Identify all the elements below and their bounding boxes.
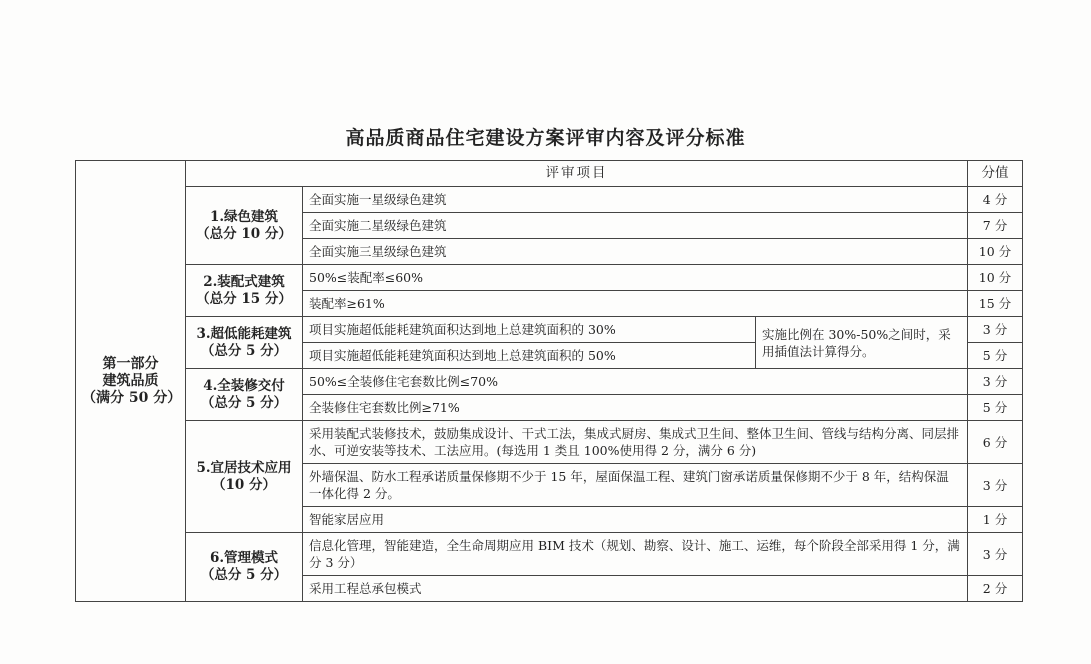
category-cell bbox=[186, 187, 303, 265]
item-score: 2 分 bbox=[968, 576, 1023, 602]
category-name: 1.绿色建筑 bbox=[209, 208, 279, 225]
item-text: 全面实施三星级绿色建筑 bbox=[303, 239, 968, 265]
item-score: 10 分 bbox=[968, 265, 1023, 291]
category-cell bbox=[186, 369, 303, 421]
part-line3: （满分 50 分） bbox=[82, 389, 182, 406]
item-text: 外墙保温、防水工程承诺质量保修期不少于 15 年，屋面保温工程、建筑门窗承诺质量保修期不少于 8 年，结构保温一体化得 2 分。 bbox=[303, 464, 968, 507]
scoring-table bbox=[75, 160, 1023, 602]
header-score: 分值 bbox=[968, 161, 1023, 187]
item-score: 3 分 bbox=[968, 533, 1023, 576]
category-total: （总分 10 分） bbox=[196, 225, 292, 242]
category-total: （总分 5 分） bbox=[200, 394, 288, 411]
table-row bbox=[76, 317, 1023, 343]
item-text: 50%≤装配率≤60% bbox=[303, 265, 968, 291]
item-score: 7 分 bbox=[968, 213, 1023, 239]
item-text: 智能家居应用 bbox=[303, 507, 968, 533]
item-score: 5 分 bbox=[968, 343, 1023, 369]
category-total: （总分 5 分） bbox=[200, 567, 288, 583]
item-score: 6 分 bbox=[968, 421, 1023, 464]
item-text: 项目实施超低能耗建筑面积达到地上总建筑面积的 50% bbox=[303, 343, 756, 369]
category-cell bbox=[186, 265, 303, 317]
item-score: 1 分 bbox=[968, 507, 1023, 533]
table-row bbox=[76, 265, 1023, 291]
item-text: 全面实施一星级绿色建筑 bbox=[303, 187, 968, 213]
item-score: 15 分 bbox=[968, 291, 1023, 317]
category-total: （总分 15 分） bbox=[196, 290, 292, 307]
item-score: 10 分 bbox=[968, 239, 1023, 265]
item-text: 项目实施超低能耗建筑面积达到地上总建筑面积的 30% bbox=[303, 317, 756, 343]
part-line1: 第一部分 bbox=[102, 355, 159, 372]
item-text: 信息化管理，智能建造，全生命周期应用 BIM 技术（规划、勘察、设计、施工、运维，每个阶段全部采用得 1 分，满分 3 分） bbox=[303, 533, 968, 576]
category-cell bbox=[186, 317, 303, 369]
part-line2: 建筑品质 bbox=[102, 372, 159, 389]
item-text: 全面实施二星级绿色建筑 bbox=[303, 213, 968, 239]
category-cell bbox=[186, 421, 303, 533]
interpolation-note: 实施比例在 30%-50%之间时，采用插值法计算得分。 bbox=[756, 317, 968, 369]
item-score: 5 分 bbox=[968, 395, 1023, 421]
category-name: 6.管理模式 bbox=[209, 550, 279, 566]
item-score: 3 分 bbox=[968, 317, 1023, 343]
category-name: 3.超低能耗建筑 bbox=[196, 325, 292, 342]
item-text: 装配率≥61% bbox=[303, 291, 968, 317]
table-row bbox=[76, 533, 1023, 576]
table-row bbox=[76, 421, 1023, 464]
category-total: （总分 5 分） bbox=[200, 342, 288, 359]
category-total: （10 分） bbox=[212, 476, 276, 493]
item-score: 4 分 bbox=[968, 187, 1023, 213]
item-score: 3 分 bbox=[968, 369, 1023, 395]
category-name: 4.全装修交付 bbox=[203, 377, 285, 394]
item-text: 采用装配式装修技术，鼓励集成设计、干式工法，集成式厨房、集成式卫生间、整体卫生间、管线与结构分离、同层排水、可逆安装等技术、工法应用。(每选用 1 类且 100%使用得 2 分，满分 6 分) bbox=[303, 421, 968, 464]
part-cell bbox=[76, 161, 186, 602]
page-title: 高品质商品住宅建设方案评审内容及评分标准 bbox=[345, 127, 746, 149]
table-row bbox=[76, 369, 1023, 395]
category-name: 2.装配式建筑 bbox=[203, 273, 285, 290]
item-text: 50%≤全装修住宅套数比例≤70% bbox=[303, 369, 968, 395]
item-text: 采用工程总承包模式 bbox=[303, 576, 968, 602]
table-row bbox=[76, 187, 1023, 213]
header-review-item: 评审项目 bbox=[186, 161, 968, 187]
item-text: 全装修住宅套数比例≥71% bbox=[303, 395, 968, 421]
category-cell bbox=[186, 533, 303, 602]
item-score: 3 分 bbox=[968, 464, 1023, 507]
category-name: 5.宜居技术应用 bbox=[196, 459, 292, 476]
